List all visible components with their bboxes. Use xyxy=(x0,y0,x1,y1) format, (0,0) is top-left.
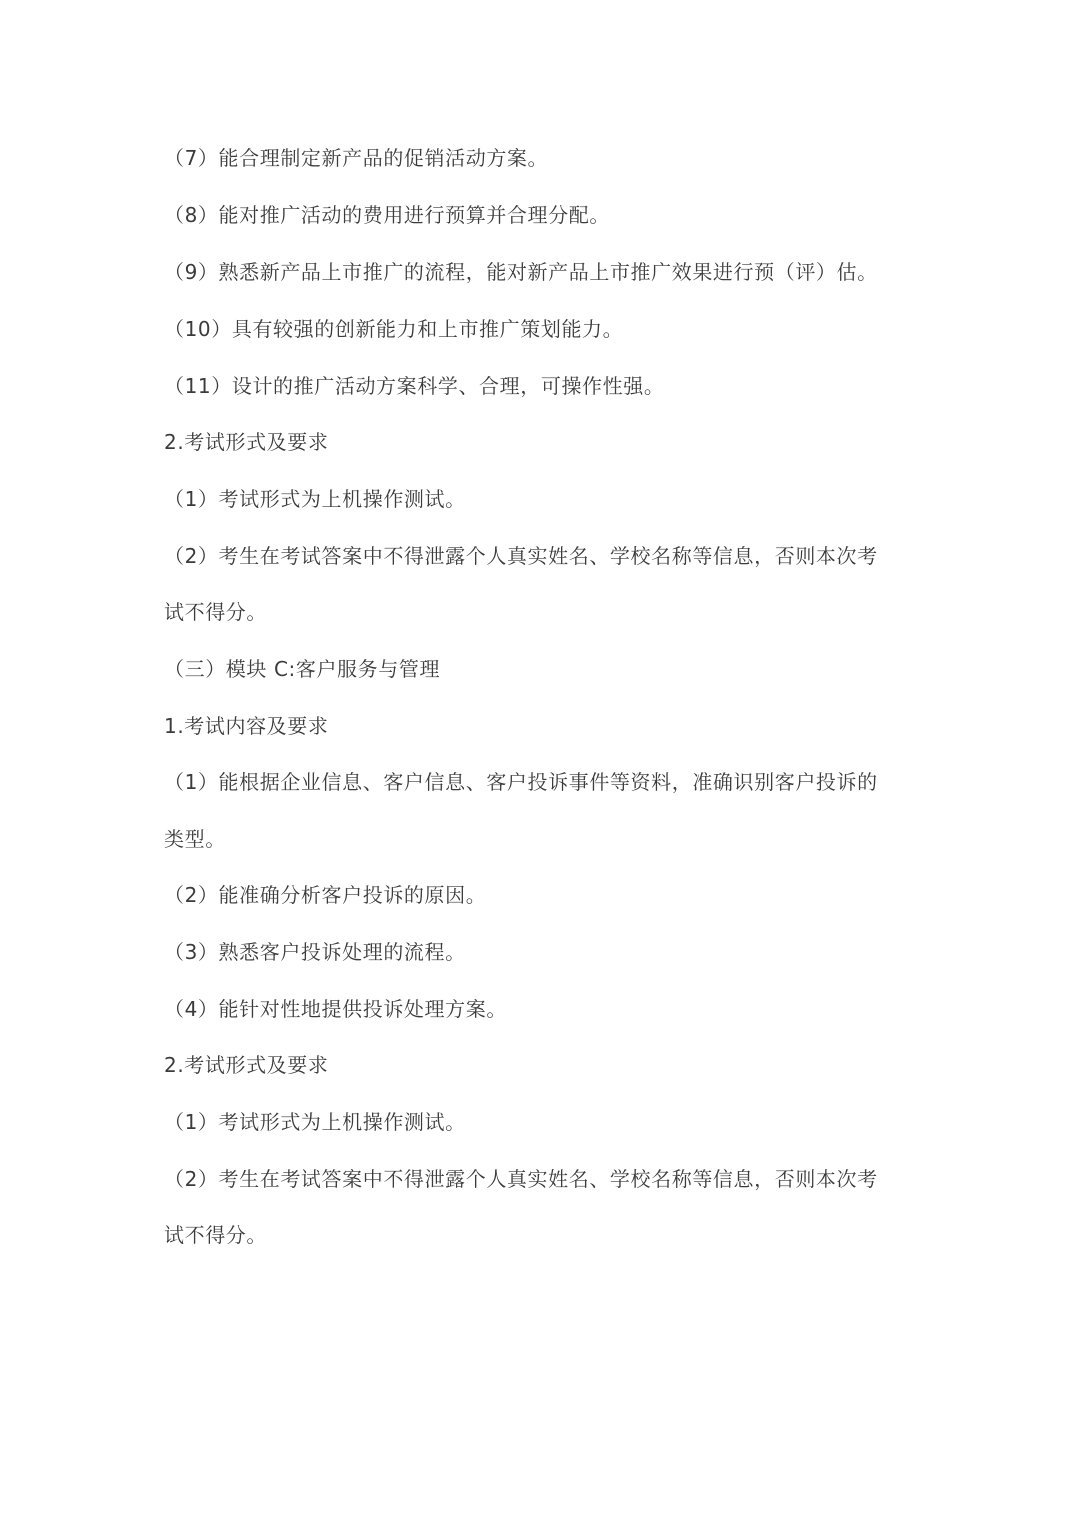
list-item-11: （11）设计的推广活动方案科学、合理，可操作性强。 xyxy=(164,374,665,398)
list-item-2: （2）能准确分析客户投诉的原因。 xyxy=(164,883,487,907)
section-heading-exam-format: 2.考试形式及要求 xyxy=(164,1053,329,1077)
list-item-9: （9）熟悉新产品上市推广的流程，能对新产品上市推广效果进行预（评）估。 xyxy=(164,260,878,284)
list-item-1-continuation: 类型。 xyxy=(164,827,226,851)
list-item-4: （4）能针对性地提供投诉处理方案。 xyxy=(164,997,507,1021)
section-heading-exam-format: 2.考试形式及要求 xyxy=(164,430,329,454)
list-item-1: （1）考试形式为上机操作测试。 xyxy=(164,487,466,511)
list-item-1: （1）考试形式为上机操作测试。 xyxy=(164,1110,466,1134)
module-heading-c: （三）模块 C:客户服务与管理 xyxy=(164,657,441,681)
list-item-1: （1）能根据企业信息、客户信息、客户投诉事件等资料，准确识别客户投诉的 xyxy=(164,770,878,794)
list-item-10: （10）具有较强的创新能力和上市推广策划能力。 xyxy=(164,317,624,341)
list-item-2: （2）考生在考试答案中不得泄露个人真实姓名、学校名称等信息，否则本次考 xyxy=(164,1167,878,1191)
list-item-7: （7）能合理制定新产品的促销活动方案。 xyxy=(164,146,549,170)
list-item-2-continuation: 试不得分。 xyxy=(164,1223,267,1247)
list-item-3: （3）熟悉客户投诉处理的流程。 xyxy=(164,940,466,964)
section-heading-exam-content: 1.考试内容及要求 xyxy=(164,714,329,738)
list-item-2-continuation: 试不得分。 xyxy=(164,600,267,624)
list-item-8: （8）能对推广活动的费用进行预算并合理分配。 xyxy=(164,203,610,227)
list-item-2: （2）考生在考试答案中不得泄露个人真实姓名、学校名称等信息，否则本次考 xyxy=(164,544,878,568)
